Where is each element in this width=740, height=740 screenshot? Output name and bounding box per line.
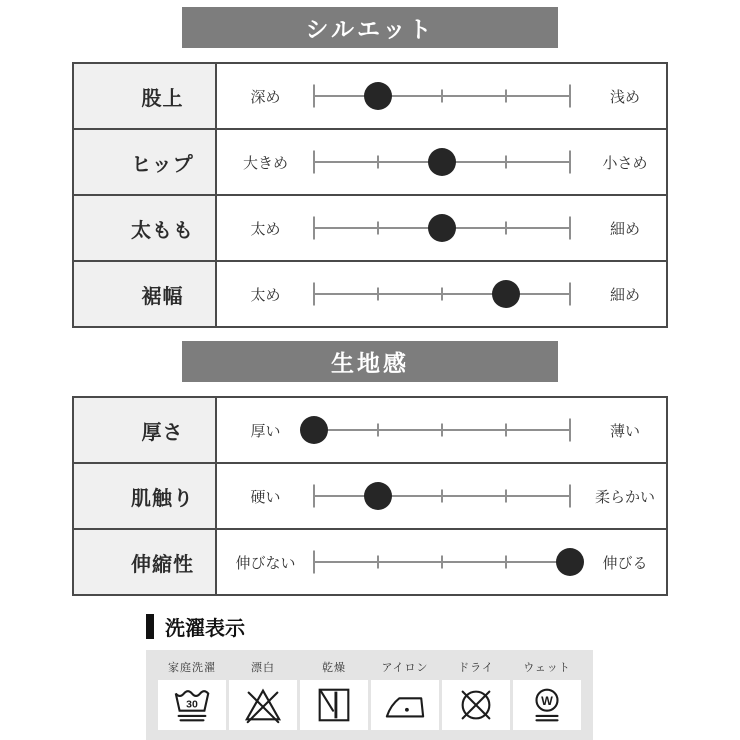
rating-dot [428,214,456,242]
slider-tick [505,222,507,235]
care-item [300,650,368,740]
slider-left-label: 太め [250,220,281,238]
section-header-fabric: 生地感 [182,341,558,382]
slider-tick [505,156,507,169]
slider-tick [569,217,571,240]
care-icon-tile [158,680,226,730]
slider-tick [441,556,443,569]
care-item [158,650,226,740]
care-heading [146,612,740,641]
heading-accent-bar [146,614,154,639]
care-icon-tile [371,680,439,730]
spec-row-label: 股上 [74,64,217,128]
rating-slider [314,398,570,462]
care-item-label: 乾燥 [322,662,346,674]
iron-low-icon [382,684,428,726]
line-dry-shade-icon [311,684,357,726]
slider-tick [505,90,507,103]
slider-left-label: 厚い [250,422,281,440]
care-item-label: アイロン [381,662,429,674]
rating-dot [556,548,584,576]
slider-right-label: 細め [609,220,640,238]
no-dry-clean-icon [453,684,499,726]
slider-left-label: 深め [250,88,281,106]
rating-slider [314,64,570,128]
section-header-silhouette: シルエット [182,7,558,48]
slider-left-label: 大きめ [242,154,288,172]
care-section [146,612,740,740]
spec-row-label: ヒップ [74,130,217,194]
slider-tick [441,90,443,103]
slider-right-label: 小さめ [602,154,648,172]
slider-tick [313,551,315,574]
slider-left-label: 太め [250,286,281,304]
care-item-label: 漂白 [251,662,275,674]
care-item-label: ドライ [458,662,494,674]
slider-tick [569,85,571,108]
rating-slider [314,530,570,594]
slider-tick [441,490,443,503]
slider-tick [313,485,315,508]
slider-right-label: 浅め [609,88,640,106]
slider-tick [377,222,379,235]
spec-row-label: 伸縮性 [74,530,217,594]
spec-row [74,530,666,594]
rating-dot [364,482,392,510]
no-bleach-icon [240,684,286,726]
slider-tick [569,151,571,174]
silhouette-table [72,62,668,328]
fabric-section [0,341,740,596]
slider-tick [377,156,379,169]
slider-right-label: 伸びる [602,554,648,572]
rating-dot [428,148,456,176]
spec-row [74,64,666,130]
care-icon-tile [300,680,368,730]
slider-tick [441,424,443,437]
spec-row [74,262,666,326]
spec-row [74,196,666,262]
care-symbols-box [146,650,593,740]
slider-tick [313,85,315,108]
slider-tick [313,151,315,174]
rating-slider [314,130,570,194]
slider-tick [505,490,507,503]
care-icon-tile [229,680,297,730]
slider-left-label: 伸びない [235,554,296,572]
slider-tick [505,556,507,569]
care-icon-tile [513,680,581,730]
spec-row-label: 太もも [74,196,217,260]
slider-tick [313,283,315,306]
svg-text:W: W [541,694,553,708]
slider-tick [377,424,379,437]
care-item [229,650,297,740]
care-item-label: 家庭洗濯 [168,662,216,674]
rating-dot [364,82,392,110]
rating-dot [492,280,520,308]
care-item [513,650,581,740]
rating-dot [300,416,328,444]
slider-tick [313,217,315,240]
slider-tick [505,424,507,437]
svg-text:30: 30 [186,698,198,711]
spec-row [74,464,666,530]
spec-row-label: 裾幅 [74,262,217,326]
care-item [371,650,439,740]
wet-clean-gentle-icon [524,684,570,726]
slider-tick [569,419,571,442]
spec-row-label: 厚さ [74,398,217,462]
care-icon-tile [442,680,510,730]
care-heading-label: 洗濯表示 [165,618,245,640]
rating-slider [314,196,570,260]
slider-right-label: 薄い [609,422,640,440]
rating-slider [314,464,570,528]
rating-slider [314,262,570,326]
spec-row [74,398,666,464]
slider-tick [377,288,379,301]
care-item [442,650,510,740]
spec-row-label: 肌触り [74,464,217,528]
slider-left-label: 硬い [250,488,281,506]
care-item-label: ウェット [523,662,571,674]
spec-row [74,130,666,196]
wash-30-icon [169,684,215,726]
silhouette-section [0,7,740,328]
fabric-table [72,396,668,596]
slider-right-label: 柔らかい [594,488,655,506]
slider-tick [569,283,571,306]
slider-right-label: 細め [609,286,640,304]
slider-tick [569,485,571,508]
slider-tick [377,556,379,569]
slider-tick [441,288,443,301]
